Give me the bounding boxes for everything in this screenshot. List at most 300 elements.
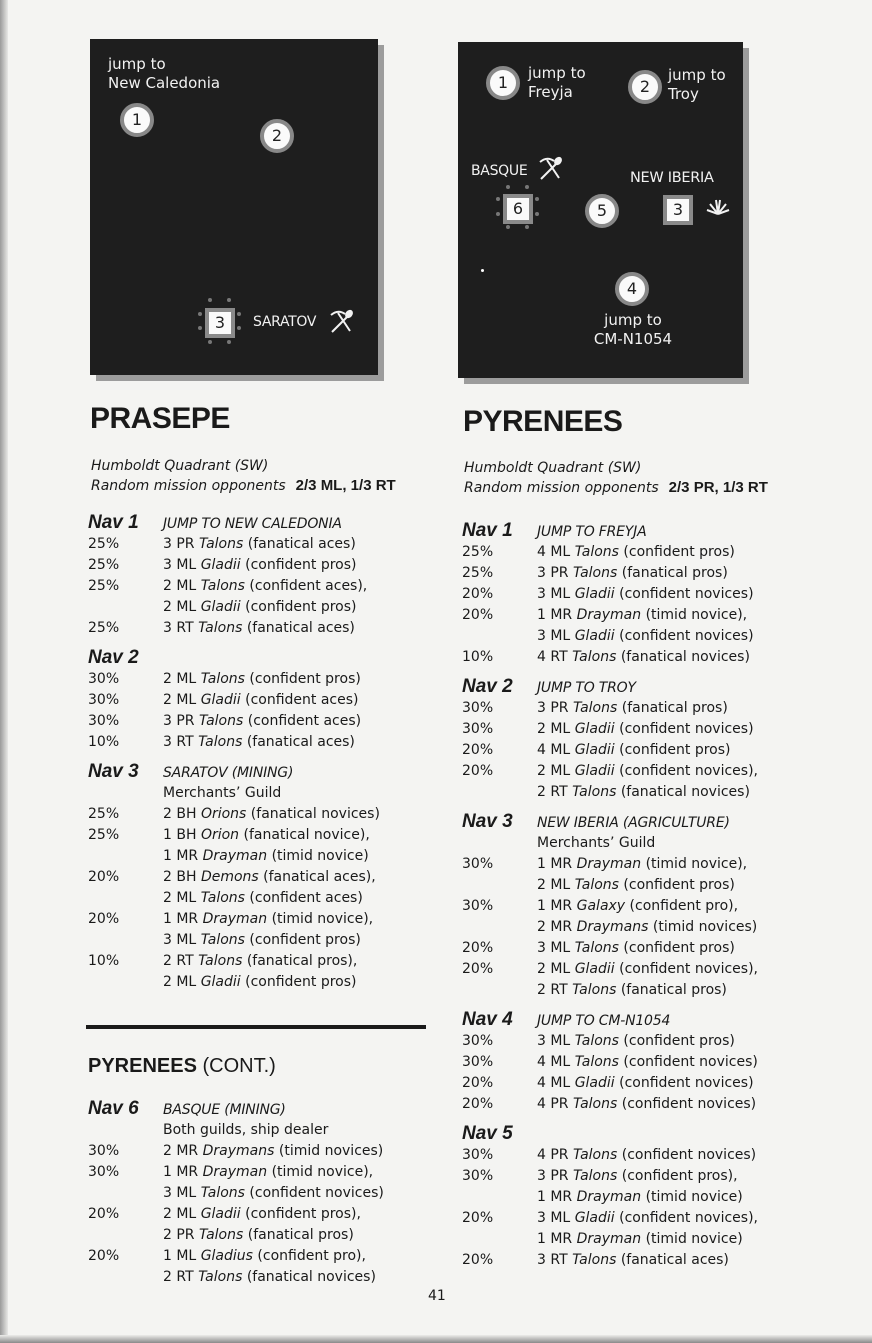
ship-count: 3 ML — [537, 1210, 575, 1226]
ship-line — [163, 888, 376, 909]
pilot-skill: (confident novices) — [614, 628, 754, 644]
ship-line — [163, 825, 370, 846]
encounter-ships — [537, 605, 754, 647]
encounter-row — [462, 1073, 812, 1094]
nav-services: Both guilds, ship dealer — [163, 1122, 329, 1138]
encounter-row — [88, 534, 438, 555]
encounter-ships — [163, 1246, 376, 1288]
ship-type: Talons — [200, 932, 245, 948]
ship-line — [537, 698, 728, 719]
ship-line — [163, 690, 359, 711]
encounter-probability: 10% — [462, 649, 494, 665]
ship-count: 3 PR — [537, 565, 573, 581]
ship-line — [537, 959, 758, 980]
encounter-row — [88, 1246, 438, 1288]
label-line: Freyja — [528, 83, 573, 101]
ship-count: 2 BH — [163, 869, 201, 885]
nav-destination: BASQUE (MINING) — [163, 1102, 286, 1118]
ship-line — [537, 740, 731, 761]
ship-count: 2 ML — [163, 578, 201, 594]
encounter-probability: 20% — [88, 869, 120, 885]
nav-node-5[interactable]: 5 — [585, 194, 619, 228]
star-dot — [481, 269, 484, 272]
ship-line — [163, 597, 367, 618]
ship-line — [537, 1187, 743, 1208]
pilot-skill: (confident pros) — [240, 557, 357, 573]
encounter-probability: 25% — [462, 544, 494, 560]
ring-dot — [496, 197, 500, 201]
ship-line — [537, 1208, 758, 1229]
title-rest: (CONT.) — [196, 1055, 276, 1077]
ship-type: Gladii — [200, 1206, 241, 1222]
ship-type: Drayman — [202, 1164, 268, 1180]
ship-count: 2 RT — [537, 982, 573, 998]
ship-line — [537, 761, 758, 782]
ship-line — [537, 563, 728, 584]
ship-line — [537, 1094, 756, 1115]
label-line: CM-N1054 — [593, 330, 673, 348]
encounter-probability: 10% — [88, 734, 120, 750]
encounter-probability: 20% — [462, 763, 494, 779]
ship-count: 4 PR — [537, 1096, 573, 1112]
encounter-row — [88, 1204, 438, 1246]
nav-destination: JUMP TO NEW CALEDONIA — [163, 516, 342, 532]
ship-type: Talons — [572, 1252, 617, 1268]
ship-count: 1 MR — [537, 898, 577, 914]
ship-count: 4 ML — [537, 544, 575, 560]
ship-count: 2 ML — [537, 877, 575, 893]
ship-type: Talons — [198, 536, 244, 552]
ship-count: 2 RT — [163, 953, 199, 969]
ship-type: Orions — [200, 806, 247, 822]
ship-count: 4 ML — [537, 1054, 575, 1070]
ring-dot — [535, 197, 539, 201]
ship-type: Gladii — [200, 974, 241, 990]
ship-type: Gladii — [200, 599, 241, 615]
encounter-probability: 10% — [88, 953, 120, 969]
pilot-skill: (fanatical pros), — [242, 953, 358, 969]
mining-pick-shovel-icon — [328, 309, 354, 335]
encounter-row — [88, 1141, 438, 1162]
encounter-row — [462, 605, 812, 647]
encounter-row — [462, 698, 812, 719]
ship-type: Talons — [572, 700, 618, 716]
ship-count: 2 MR — [163, 1143, 203, 1159]
nav-node-2[interactable]: 2 — [628, 70, 662, 104]
ship-line — [537, 938, 735, 959]
prasepe-title: PRASEPE — [90, 402, 230, 435]
ship-line — [537, 1052, 758, 1073]
ship-line — [537, 782, 758, 803]
ship-type: Drayman — [202, 848, 268, 864]
nav-destination: JUMP TO CM-N1054 — [537, 1013, 671, 1029]
encounter-ships — [163, 534, 356, 555]
encounter-row — [462, 1094, 812, 1115]
ship-line — [163, 1141, 383, 1162]
ship-count: 1 MR — [163, 848, 203, 864]
pilot-skill: (fanatical novices) — [242, 1269, 376, 1285]
ship-count: 1 ML — [163, 1248, 201, 1264]
ship-line — [163, 618, 355, 639]
encounter-probability: 20% — [88, 911, 120, 927]
encounter-row — [462, 647, 812, 668]
ship-type: Talons — [200, 578, 245, 594]
ship-count: 3 ML — [537, 1033, 575, 1049]
encounter-ships — [163, 732, 355, 753]
ship-count: 3 RT — [537, 1252, 573, 1268]
ring-dot — [208, 298, 212, 302]
pyrenees-map — [458, 42, 743, 378]
pilot-skill: (timid novice), — [267, 1164, 374, 1180]
ship-type: Drayman — [576, 856, 642, 872]
label-line: New Caledonia — [108, 74, 221, 92]
label-line: Troy — [668, 85, 699, 103]
ship-type: Talons — [200, 671, 245, 687]
ship-count: 1 MR — [537, 607, 577, 623]
ship-count: 2 ML — [537, 721, 575, 737]
opponents-label: Random mission opponents — [91, 478, 286, 494]
ship-line — [163, 669, 361, 690]
ship-line — [537, 584, 754, 605]
pilot-skill: (confident pros) — [244, 671, 361, 687]
encounter-probability: 30% — [462, 721, 494, 737]
pilot-skill: (confident pros), — [617, 1168, 738, 1184]
encounter-probability: 30% — [88, 1143, 120, 1159]
ship-type: Talons — [574, 1033, 619, 1049]
ship-type: Gladii — [574, 1075, 615, 1091]
nav-block — [88, 761, 438, 993]
pyrenees-title: PYRENEES — [463, 405, 623, 438]
prasepe-info — [91, 457, 396, 496]
ship-type: Talons — [574, 544, 619, 560]
ship-count: 1 MR — [163, 911, 203, 927]
encounter-probability: 30% — [88, 1164, 120, 1180]
encounter-ships — [537, 1208, 758, 1250]
encounter-ships — [163, 576, 367, 618]
ship-count: 2 RT — [537, 784, 573, 800]
nav-header — [88, 647, 438, 669]
ship-line — [163, 534, 356, 555]
ring-dot — [198, 312, 202, 316]
pilot-skill: (fanatical aces) — [243, 536, 356, 552]
pilot-skill: (confident pros) — [240, 974, 357, 990]
ship-line — [537, 854, 747, 875]
ship-count: 2 RT — [163, 1269, 199, 1285]
opponents-value: 2/3 ML, 1/3 RT — [295, 477, 396, 494]
encounter-ships — [537, 698, 728, 719]
ship-line — [537, 1250, 729, 1271]
ship-type: Talons — [572, 1096, 618, 1112]
ship-type: Demons — [200, 869, 259, 885]
ship-count: 3 PR — [163, 536, 199, 552]
ship-line — [537, 917, 757, 938]
encounter-row — [462, 719, 812, 740]
ship-line — [537, 875, 747, 896]
label-line: jump to — [668, 66, 726, 84]
encounter-probability: 30% — [88, 692, 120, 708]
encounter-probability: 25% — [88, 806, 120, 822]
nav-block — [88, 512, 438, 639]
ring-dot — [506, 185, 510, 189]
nav-label: Nav 3 — [462, 811, 513, 832]
pilot-skill: (confident novices), — [614, 1210, 758, 1226]
ship-count: 3 PR — [537, 700, 573, 716]
opponents-value: 2/3 PR, 1/3 RT — [668, 479, 768, 496]
nav-node-1[interactable]: 1 — [120, 103, 154, 137]
encounter-row — [88, 669, 438, 690]
basque-label: BASQUE — [471, 163, 528, 179]
label-line: jump to — [108, 55, 166, 73]
ring-dot — [496, 212, 500, 216]
nav-block — [462, 1123, 812, 1271]
ship-count: 2 ML — [537, 961, 575, 977]
ship-line — [163, 951, 357, 972]
encounter-probability: 25% — [88, 557, 120, 573]
ship-count: 3 RT — [163, 734, 199, 750]
nav-node-2[interactable]: 2 — [260, 119, 294, 153]
ship-count: 2 ML — [163, 974, 201, 990]
ship-line — [537, 980, 758, 1001]
ship-type: Talons — [198, 953, 243, 969]
nav-node-1[interactable]: 1 — [486, 66, 520, 100]
encounter-ships — [537, 740, 731, 761]
ship-count: 3 ML — [163, 932, 201, 948]
ring-dot — [198, 326, 202, 330]
ship-line — [537, 1031, 735, 1052]
pilot-skill: (confident novices), — [614, 961, 758, 977]
encounter-ships — [537, 1250, 729, 1271]
ship-line — [163, 1204, 361, 1225]
pilot-skill: (confident novices) — [614, 586, 754, 602]
encounter-row — [88, 804, 438, 825]
pilot-skill: (confident novices) — [617, 1147, 757, 1163]
nav-services: Merchants’ Guild — [537, 835, 656, 851]
ring-dot — [237, 326, 241, 330]
ship-line — [163, 972, 357, 993]
pilot-skill: (confident pros) — [618, 940, 735, 956]
encounter-ships — [163, 618, 355, 639]
ship-line — [163, 867, 376, 888]
encounter-probability: 30% — [88, 671, 120, 687]
nav-node-3[interactable]: 3 — [205, 308, 235, 338]
ship-count: 3 ML — [163, 557, 201, 573]
ring-dot — [208, 340, 212, 344]
encounter-row — [462, 1052, 812, 1073]
ship-type: Draymans — [576, 919, 649, 935]
opponents-label: Random mission opponents — [464, 480, 659, 496]
label-line: jump to — [604, 311, 662, 329]
encounter-row — [462, 740, 812, 761]
pilot-skill: (confident pros) — [244, 932, 361, 948]
nav-block — [462, 676, 812, 803]
encounter-ships — [537, 647, 750, 668]
ship-count: 2 ML — [163, 599, 201, 615]
pyrenees-cont-nav-list — [88, 1098, 438, 1296]
encounter-probability: 30% — [462, 1033, 494, 1049]
encounter-ships — [163, 690, 359, 711]
encounter-ships — [537, 1073, 754, 1094]
ship-line — [163, 1183, 384, 1204]
ship-count: 1 BH — [163, 827, 201, 843]
pilot-skill: (confident aces) — [244, 890, 363, 906]
ship-line — [537, 719, 754, 740]
pilot-skill: (confident aces) — [240, 692, 359, 708]
encounter-ships — [163, 804, 380, 825]
ship-line — [163, 711, 361, 732]
encounter-probability: 30% — [462, 1147, 494, 1163]
ship-type: Talons — [572, 1147, 618, 1163]
encounter-row — [88, 1162, 438, 1204]
ship-type: Gladii — [574, 586, 615, 602]
pilot-skill: (fanatical aces) — [616, 1252, 729, 1268]
ship-count: 1 MR — [163, 1164, 203, 1180]
ship-type: Talons — [198, 1227, 244, 1243]
pilot-skill: (confident novices) — [244, 1185, 384, 1201]
pilot-skill: (confident pros) — [240, 599, 357, 615]
encounter-probability: 25% — [88, 827, 120, 843]
encounter-ships — [537, 584, 754, 605]
pilot-skill: (confident pros) — [618, 877, 735, 893]
ship-type: Draymans — [202, 1143, 275, 1159]
new-iberia-label: NEW IBERIA — [630, 170, 714, 186]
encounter-ships — [537, 1052, 758, 1073]
encounter-row — [88, 867, 438, 909]
encounter-probability: 25% — [88, 536, 120, 552]
pilot-skill: (fanatical pros) — [617, 700, 728, 716]
ship-line — [163, 909, 373, 930]
encounter-row — [462, 959, 812, 1001]
nav-label: Nav 6 — [88, 1098, 139, 1119]
pilot-skill: (timid novice) — [641, 1189, 743, 1205]
ring-dot — [525, 185, 529, 189]
ship-count: 4 RT — [537, 649, 573, 665]
ship-count: 3 ML — [537, 940, 575, 956]
ship-line — [163, 846, 370, 867]
label-line: jump to — [528, 64, 586, 82]
ship-line — [163, 732, 355, 753]
encounter-ships — [537, 542, 735, 563]
ship-type: Gladii — [200, 557, 241, 573]
pilot-skill: (fanatical pros) — [243, 1227, 354, 1243]
ship-line — [537, 1166, 743, 1187]
nav-destination: JUMP TO FREYJA — [537, 524, 647, 540]
nav-block — [462, 520, 812, 668]
ship-line — [537, 1145, 756, 1166]
ship-count: 3 PR — [537, 1168, 573, 1184]
pilot-skill: (confident pros), — [240, 1206, 361, 1222]
pilot-skill: (fanatical aces) — [242, 734, 355, 750]
page-number: 41 — [428, 1288, 446, 1304]
pilot-skill: (fanatical aces), — [258, 869, 376, 885]
ship-type: Gladii — [574, 742, 615, 758]
ship-type: Talons — [574, 877, 619, 893]
encounter-row — [462, 1031, 812, 1052]
nav-node-4[interactable]: 4 — [615, 272, 649, 306]
ship-count: 2 BH — [163, 806, 201, 822]
saratov-label: SARATOV — [253, 314, 317, 330]
nav-block — [462, 811, 812, 1001]
ship-type: Orion — [200, 827, 240, 843]
pilot-skill: (confident novices) — [614, 1075, 754, 1091]
nav-header — [88, 512, 438, 534]
nav-node-3[interactable]: 3 — [663, 195, 693, 225]
encounter-probability: 20% — [462, 940, 494, 956]
ring-dot — [237, 312, 241, 316]
prasepe-map — [90, 39, 378, 375]
mining-pick-shovel-icon — [537, 156, 563, 182]
ship-count: 1 MR — [537, 1231, 577, 1247]
ship-line — [537, 1229, 758, 1250]
encounter-ships — [537, 719, 754, 740]
encounter-row — [462, 896, 812, 938]
pilot-skill: (timid novices) — [274, 1143, 384, 1159]
encounter-ships — [537, 1031, 735, 1052]
pilot-skill: (confident pros) — [614, 742, 731, 758]
pilot-skill: (fanatical novices) — [246, 806, 380, 822]
nav-label: Nav 3 — [88, 761, 139, 782]
ship-type: Talons — [572, 784, 617, 800]
ship-type: Drayman — [576, 1189, 642, 1205]
nav-header — [462, 1009, 812, 1031]
nav-destination: NEW IBERIA (AGRICULTURE) — [537, 815, 730, 831]
pilot-skill: (fanatical aces) — [242, 620, 355, 636]
nav-destination: JUMP TO TROY — [537, 680, 636, 696]
ship-line — [537, 605, 754, 626]
pilot-skill: (timid novice), — [641, 607, 748, 623]
nav-header — [88, 1098, 438, 1120]
pilot-skill: (timid novice), — [267, 911, 374, 927]
encounter-ships — [537, 761, 758, 803]
encounter-row — [88, 555, 438, 576]
encounter-row — [88, 690, 438, 711]
ship-count: 1 MR — [537, 1189, 577, 1205]
nav-node-6[interactable]: 6 — [503, 194, 533, 224]
encounter-row — [88, 732, 438, 753]
encounter-ships — [163, 711, 361, 732]
pilot-skill: (confident novices) — [618, 1054, 758, 1070]
ship-type: Gladii — [574, 721, 615, 737]
jump-new-caledonia-label — [108, 55, 220, 93]
ship-count: 4 ML — [537, 742, 575, 758]
encounter-row — [88, 909, 438, 951]
nav-header — [462, 520, 812, 542]
ship-line — [537, 626, 754, 647]
nav-header — [462, 1123, 812, 1145]
ship-type: Gladius — [200, 1248, 253, 1264]
ship-line — [163, 804, 380, 825]
ship-line — [163, 555, 357, 576]
encounter-ships — [163, 909, 373, 951]
ship-line — [537, 1073, 754, 1094]
encounter-ships — [537, 854, 747, 896]
ship-type: Drayman — [576, 607, 642, 623]
encounter-row — [462, 1208, 812, 1250]
ship-count: 2 ML — [163, 890, 201, 906]
nav-label: Nav 1 — [88, 512, 139, 533]
nav-destination: SARATOV (MINING) — [163, 765, 294, 781]
pilot-skill: (timid novice), — [641, 856, 748, 872]
encounter-probability: 25% — [462, 565, 494, 581]
encounter-probability: 20% — [88, 1248, 120, 1264]
encounter-ships — [537, 1094, 756, 1115]
nav-header — [88, 761, 438, 783]
ship-count: 3 ML — [537, 586, 575, 602]
ship-type: Drayman — [576, 1231, 642, 1247]
encounter-row — [462, 542, 812, 563]
ship-type: Talons — [198, 713, 244, 729]
pilot-skill: (confident pros) — [618, 544, 735, 560]
ship-count: 2 ML — [163, 692, 201, 708]
